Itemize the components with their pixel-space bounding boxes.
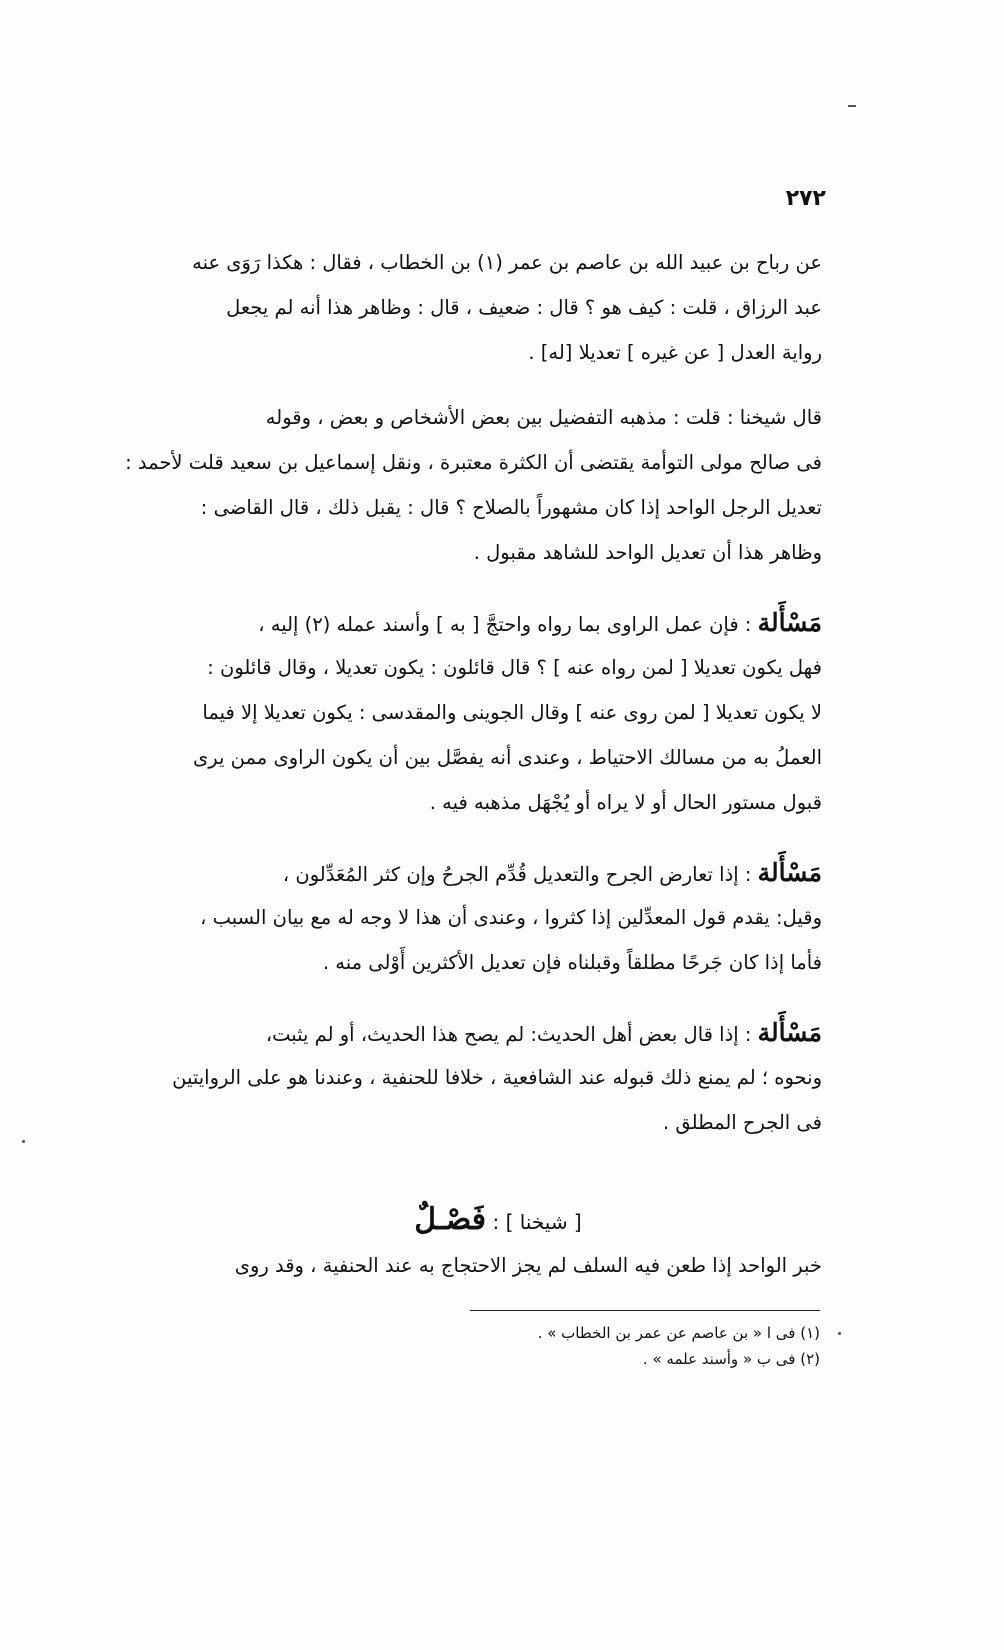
text-line: ونحوه ؛ لم يمنع ذلك قبوله عند الشافعية ، خلافا للحنفية ، وعندنا هو على الروايتين <box>172 1066 822 1089</box>
paragraph-5 <box>108 1010 822 1145</box>
text-line: عن رباح بن عبيد الله بن عاصم بن عمر (١) بن الخطاب ، فقال : هكذا رَوَى عنه <box>192 251 822 274</box>
text-line: فأما إذا كان جَرحًا مطلقاً وقبلناه فإن تعديل الأكثرين أَوْلى منه . <box>322 951 822 974</box>
footnote-1: (١) فى ا « بن عاصم عن عمر بن الخطاب » . <box>537 1324 820 1342</box>
text-line: لا يكون تعديلا [ لمن روى عنه ] وقال الجوينى والمقدسى : يكون تعديلا إلا فيما <box>202 701 822 724</box>
footnotes <box>400 1320 820 1372</box>
text-line: رواية العدل [ عن غيره ] تعديلا [له] . <box>528 341 822 364</box>
text-line: فى صالح مولى التوأمة يقتضى أن الكثرة معتبرة ، ونقل إسماعيل بن سعيد قلت لأحمد : <box>125 451 822 474</box>
text-line: تعديل الرجل الواحد إذا كان مشهوراً بالصلاح ؟ قال : يقبل ذلك ، قال القاضى : <box>200 496 822 519</box>
section-term: مَسْأَلة <box>757 608 822 637</box>
scan-speck <box>838 1332 841 1335</box>
line-text: : فإن عمل الراوى بما رواه واحتجَّ [ به ] وأسند عمله (٢) إليه ، <box>258 613 758 636</box>
text-line: وقيل: يقدم قول المعدِّلين إذا كثروا ، وعندى أن هذا لا وجه له مع بيان السبب ، <box>200 906 822 929</box>
paragraph-2 <box>108 395 822 575</box>
section-term: مَسْأَلة <box>757 858 822 887</box>
heading-term: فَصْـلٌ <box>414 1202 487 1237</box>
paragraph-6 <box>108 1243 822 1288</box>
scan-speck <box>848 105 856 107</box>
text-line: وظاهر هذا أن تعديل الواحد للشاهد مقبول . <box>473 541 822 564</box>
footnote-2: (٢) فى ب « وأسند علمه » . <box>642 1350 820 1368</box>
text-line: فى الجرح المطلق . <box>662 1111 822 1134</box>
line-text: : إذا تعارض الجرح والتعديل قُدِّم الجرحُ وإن كثر المُعَدِّلون ، <box>282 863 758 886</box>
text-line: قال شيخنا : قلت : مذهبه التفضيل بين بعض الأشخاص و بعض ، وقوله <box>265 406 822 429</box>
footnote-divider <box>470 1310 820 1311</box>
text-line <box>108 850 822 895</box>
section-heading <box>108 1200 888 1240</box>
paragraph-4 <box>108 850 822 985</box>
text-line: العملُ به من مسالك الاحتياط ، وعندى أنه يفصَّل بين أن يكون الراوى ممن يرى <box>193 746 822 769</box>
scan-speck <box>22 1140 25 1143</box>
paragraph-3 <box>108 600 822 825</box>
text-line: خبر الواحد إذا طعن فيه السلف لم يجز الاحتجاج به عند الحنفية ، وقد روى <box>234 1254 822 1277</box>
text-line: عبد الرزاق ، قلت : كيف هو ؟ قال : ضعيف ، قال : وظاهر هذا أنه لم يجعل <box>226 296 822 319</box>
text-line: فهل يكون تعديلا [ لمن رواه عنه ] ؟ قال قائلون : يكون تعديلا ، وقال قائلون : <box>207 656 822 679</box>
text-line: قبول مستور الحال أو لا يراه أو يُجْهَل مذهبه فيه . <box>429 791 822 814</box>
text-line <box>108 1010 822 1055</box>
paragraph-1 <box>108 240 822 375</box>
text-line <box>108 600 822 645</box>
line-text: : إذا قال بعض أهل الحديث: لم يصح هذا الحديث، أو لم يثبت، <box>265 1023 758 1046</box>
heading-prefix: [ شيخنا ] : <box>486 1210 582 1234</box>
section-term: مَسْأَلة <box>757 1018 822 1047</box>
page-number: ٢٧٢ <box>785 186 826 211</box>
